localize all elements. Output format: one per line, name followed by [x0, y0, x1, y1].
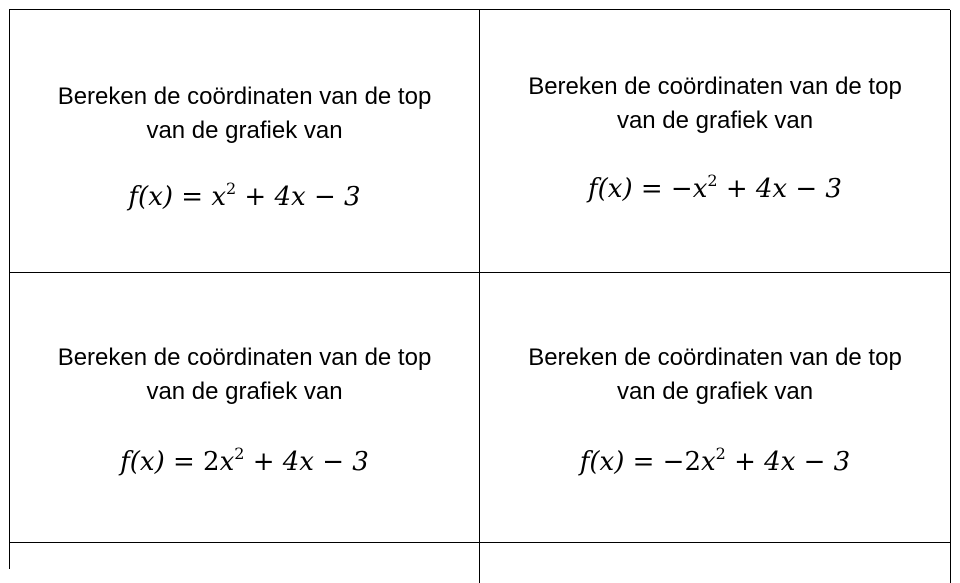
formula-rest: + 4x − 3	[717, 174, 842, 204]
prompt-line-2: van de grafiek van	[146, 378, 343, 405]
exercise-card-2	[480, 10, 951, 273]
prompt-line-1: Bereken de coördinaten van de top	[528, 73, 902, 100]
function-formula	[480, 172, 950, 206]
prompt-line-2: van de grafiek van	[616, 378, 814, 405]
exercise-card-4	[480, 273, 951, 543]
exercise-card-5-partial	[10, 543, 480, 583]
prompt-line-1: Bereken de coördinaten van de top	[528, 344, 902, 371]
function-formula	[10, 180, 479, 214]
formula-lhs: f(x) =	[128, 182, 212, 212]
formula-variable: x	[211, 182, 226, 212]
formula-variable: x	[692, 174, 708, 204]
formula-rest: + 4x − 3	[236, 182, 361, 212]
formula-coefficient: −2	[662, 447, 701, 477]
prompt-line-1: Bereken de coördinaten van de top	[57, 344, 432, 371]
formula-coefficient: 2	[203, 447, 220, 477]
formula-variable: x	[700, 447, 716, 477]
function-formula	[480, 445, 950, 479]
formula-exponent: 2	[707, 171, 718, 190]
formula-exponent: 2	[715, 444, 726, 463]
prompt-line-2: van de grafiek van	[146, 117, 343, 144]
prompt-line-1: Bereken de coördinaten van de top	[57, 83, 432, 110]
function-formula	[10, 445, 479, 479]
formula-lhs: f(x) =	[588, 174, 671, 204]
exercise-prompt	[10, 80, 479, 148]
exercise-card-1	[10, 10, 480, 273]
formula-lhs: f(x) =	[120, 447, 204, 477]
formula-exponent: 2	[234, 444, 245, 463]
exercise-prompt	[480, 341, 950, 409]
prompt-line-2: van de grafiek van	[616, 107, 814, 134]
exercise-card-6-partial	[480, 543, 951, 583]
formula-coefficient: −	[670, 174, 693, 204]
formula-variable: x	[219, 447, 235, 477]
formula-lhs: f(x) =	[579, 447, 663, 477]
exercise-prompt	[10, 341, 479, 409]
formula-rest: + 4x − 3	[725, 447, 851, 477]
exercise-prompt	[480, 70, 950, 138]
card-grid	[9, 9, 950, 569]
formula-rest: + 4x − 3	[244, 447, 369, 477]
formula-exponent: 2	[225, 179, 237, 198]
exercise-card-3	[10, 273, 480, 543]
